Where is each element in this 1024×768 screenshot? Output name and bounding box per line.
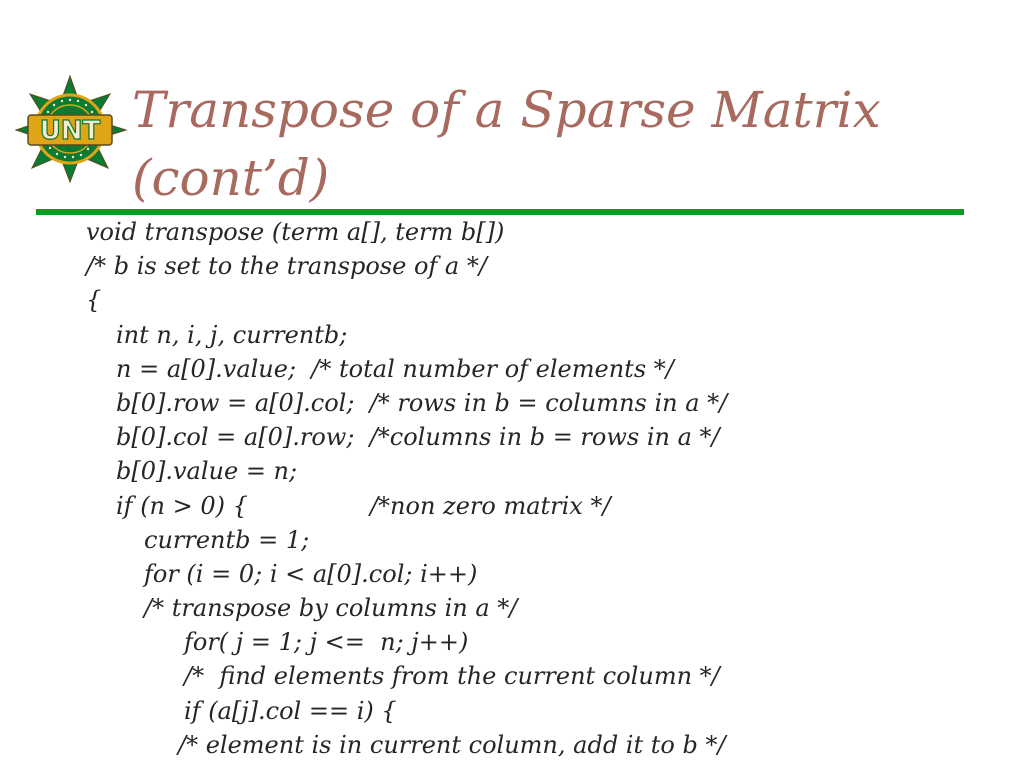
code-line: b[0].row = a[0].col; /* rows in b = columns in a */ <box>116 388 728 417</box>
code-line: for (i = 0; i < a[0].col; i++) <box>144 559 478 588</box>
code-line: if (a[j].col == i) { <box>184 696 397 725</box>
slide-title-line-1: Transpose of a Sparse Matrix <box>132 81 881 139</box>
slide-title-line-2: (cont’d) <box>132 149 330 207</box>
code-line: /* transpose by columns in a */ <box>144 594 518 623</box>
code-line: for( j = 1; j <= n; j++) <box>184 628 469 657</box>
code-line: /* find elements from the current column */ <box>184 662 720 691</box>
code-line: b[0].col = a[0].row; /*columns in b = rows in a */ <box>116 423 720 452</box>
code-line: b[0].value = n; <box>116 457 298 486</box>
unt-logo <box>14 74 132 184</box>
unt-star-seal-icon <box>14 74 132 184</box>
code-line: if (n > 0) { /*non zero matrix */ <box>116 491 611 520</box>
code-line: currentb = 1; <box>144 525 310 554</box>
code-line: /* b is set to the transpose of a */ <box>86 252 487 281</box>
code-line: int n, i, j, currentb; <box>116 320 348 349</box>
slide-title <box>132 76 992 212</box>
code-line: n = a[0].value; /* total number of elements */ <box>116 354 674 383</box>
code-line: void transpose (term a[], term b[]) <box>86 218 505 246</box>
code-line: /* element is in current column, add it to b */ <box>178 730 726 759</box>
code-listing <box>86 215 986 762</box>
svg-text:UNT: UNT <box>39 116 101 146</box>
code-line: { <box>86 286 102 315</box>
